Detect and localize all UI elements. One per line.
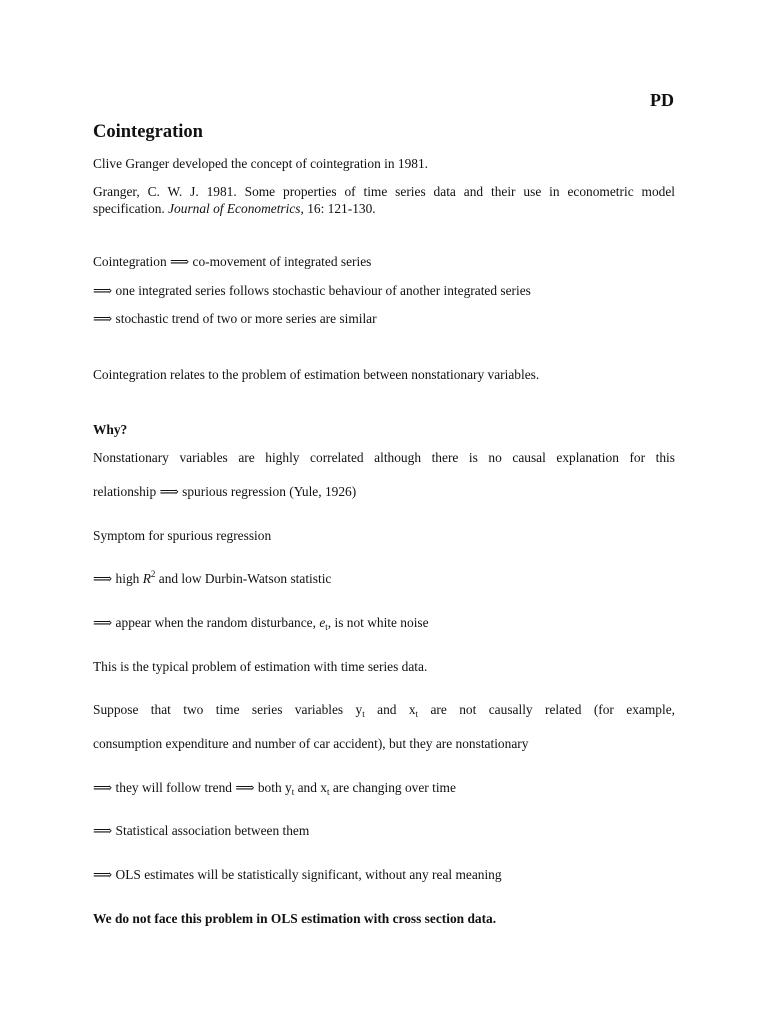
intro-text: Clive Granger developed the concept of cointegration in 1981. — [93, 156, 429, 171]
reference-text: specification. — [93, 201, 169, 216]
r-symbol: R — [142, 571, 151, 586]
corner-label: PD — [650, 90, 674, 110]
suppose-text: Suppose that two time series variables y — [93, 702, 363, 717]
trend-text: are changing over time — [329, 780, 456, 795]
definition-text: stochastic trend of two or more series are similar — [112, 311, 377, 326]
page-title: Cointegration — [93, 122, 203, 142]
implies-arrow-icon: ⟹ — [169, 254, 190, 269]
high-text: high — [112, 571, 143, 586]
implies-arrow-icon: ⟹ — [93, 867, 113, 882]
association-text: Statistical association between them — [112, 823, 310, 838]
implies-arrow-icon: ⟹ — [93, 780, 113, 795]
implies-arrow-icon: ⟹ — [93, 823, 113, 838]
x-subscript: t — [415, 709, 419, 719]
why-paragraph-line-1: Nonstationary variables are highly correlated although there is no causal explanation for this — [93, 450, 675, 465]
y-subscript: t — [362, 709, 365, 719]
r-superscript: 2 — [150, 569, 156, 579]
implies-arrow-icon: ⟹ — [159, 484, 179, 499]
why-text: spurious regression (Yule, 1926) — [178, 484, 357, 499]
why-paragraph-line-2 — [93, 483, 675, 500]
definition-text: one integrated series follows stochastic behaviour of another integrated series — [112, 283, 531, 298]
e-subscript: t — [325, 622, 328, 632]
reference-line-1: Granger, C. W. J. 1981. Some properties of time series data and their use in econometric model — [93, 184, 675, 199]
definition-line-3 — [93, 310, 675, 327]
suppose-line-2: consumption expenditure and number of car accident), but they are nonstationary — [93, 736, 529, 751]
implies-arrow-icon: ⟹ — [93, 615, 113, 630]
reference-pages: , 16: 121-130. — [300, 201, 376, 216]
implies-arrow-icon: ⟹ — [235, 780, 255, 795]
relates-text: Cointegration relates to the problem of estimation between nonstationary variables. — [93, 367, 540, 382]
journal-name: Journal of Econometrics — [168, 201, 301, 216]
statistical-association-line — [93, 822, 675, 839]
appear-line — [93, 614, 675, 631]
suppose-line-1 — [93, 701, 675, 718]
appear-text: appear when the random disturbance, — [112, 615, 320, 630]
high-r2-line — [93, 570, 675, 587]
implies-arrow-icon: ⟹ — [93, 311, 113, 326]
definition-text: co-movement of integrated series — [189, 254, 372, 269]
definition-line-1 — [93, 253, 675, 270]
y-subscript: t — [291, 787, 295, 797]
appear-text: , is not white noise — [327, 615, 429, 630]
x-subscript: t — [326, 787, 330, 797]
trend-text: and x — [294, 780, 327, 795]
why-text: relationship — [93, 484, 160, 499]
reference-line-2 — [93, 200, 675, 217]
typical-text: This is the typical problem of estimation with time series data. — [93, 659, 428, 674]
ols-line — [93, 866, 675, 883]
ols-text: OLS estimates will be statistically significant, without any real meaning — [112, 867, 502, 882]
implies-arrow-icon: ⟹ — [93, 283, 113, 298]
trend-text: they will follow trend — [112, 780, 236, 795]
definition-line-2 — [93, 282, 675, 299]
suppose-text: are not causally related (for example, — [418, 702, 675, 717]
definition-term: Cointegration — [93, 254, 170, 269]
why-heading: Why? — [93, 422, 128, 437]
high-text: and low Durbin-Watson statistic — [155, 571, 332, 586]
trend-text: both y — [254, 780, 292, 795]
trend-line — [93, 779, 675, 796]
conclusion-text: We do not face this problem in OLS estimation with cross section data. — [93, 911, 497, 926]
implies-arrow-icon: ⟹ — [93, 571, 113, 586]
suppose-text: and x — [364, 702, 416, 717]
symptom-text: Symptom for spurious regression — [93, 528, 272, 543]
e-symbol: e — [319, 615, 326, 630]
